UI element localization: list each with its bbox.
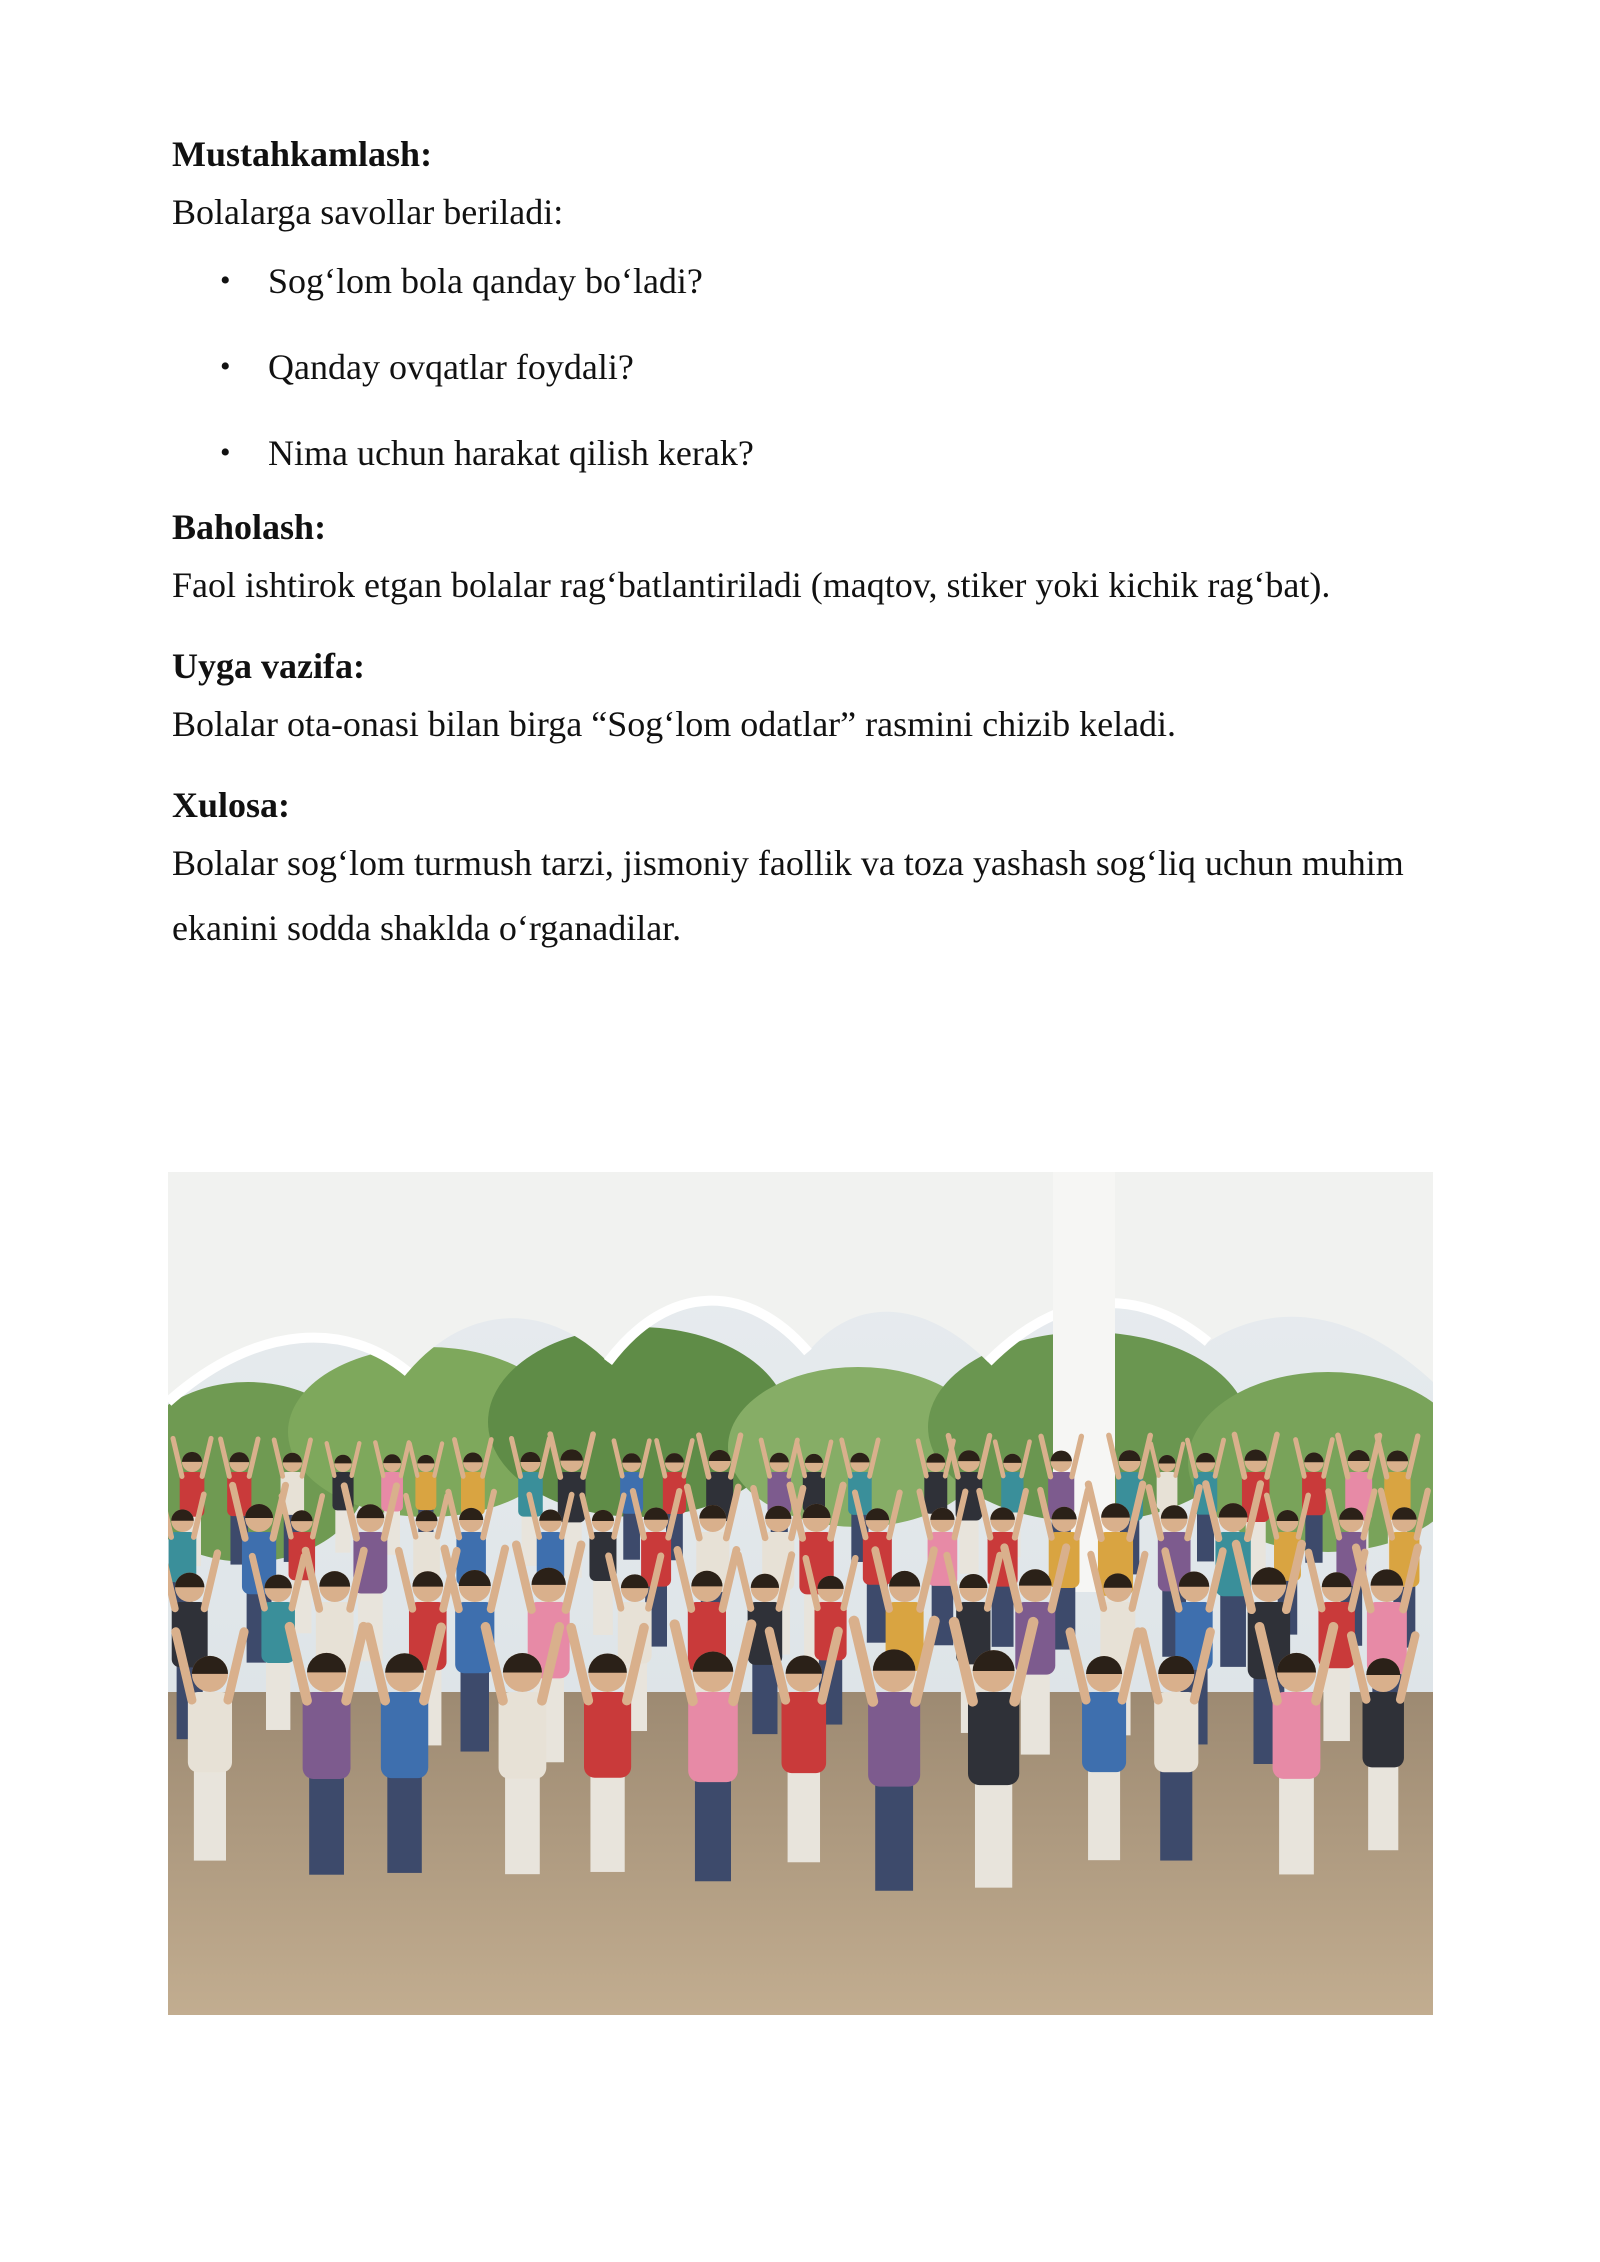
xulosa-text: Bolalar sog‘lom turmush tarzi, jismoniy faollik va toza yashash sog‘liq uchun muhim ekanini sodda shaklda o‘rganadilar. — [172, 843, 1404, 948]
heading-mustahkamlash: Mustahkamlash: — [172, 134, 433, 174]
uyga-vazifa-text: Bolalar ota-onasi bilan birga “Sog‘lom odatlar” rasmini chizib keladi. — [172, 704, 1177, 744]
intro-text: Bolalarga savollar beriladi: — [172, 192, 564, 232]
question-text: Nima uchun harakat qilish kerak? — [268, 433, 754, 473]
bullet-icon: • — [220, 436, 231, 469]
section-xulosa — [172, 779, 1472, 961]
question-text: Qanday ovqatlar foydali? — [268, 347, 634, 387]
question-text: Sog‘lom bola qanday bo‘ladi? — [268, 261, 703, 301]
list-item — [172, 427, 1472, 479]
question-list — [172, 255, 1472, 479]
list-item — [172, 341, 1472, 393]
baholash-text: Faol ishtirok etgan bolalar rag‘batlantiriladi (maqtov, stiker yoki kichik rag‘bat). — [172, 565, 1331, 605]
section-uyga-vazifa — [172, 640, 1472, 757]
section-baholash — [172, 501, 1472, 618]
bullet-icon: • — [220, 264, 231, 297]
section-mustahkamlash — [172, 128, 1472, 479]
heading-xulosa: Xulosa: — [172, 785, 291, 825]
bullet-icon: • — [220, 350, 231, 383]
photo-illustration — [168, 1172, 1433, 2015]
document-body — [172, 128, 1472, 961]
heading-baholash: Baholash: — [172, 507, 327, 547]
list-item — [172, 255, 1472, 307]
children-group-photo — [168, 1172, 1433, 2015]
heading-uyga-vazifa: Uyga vazifa: — [172, 646, 365, 686]
